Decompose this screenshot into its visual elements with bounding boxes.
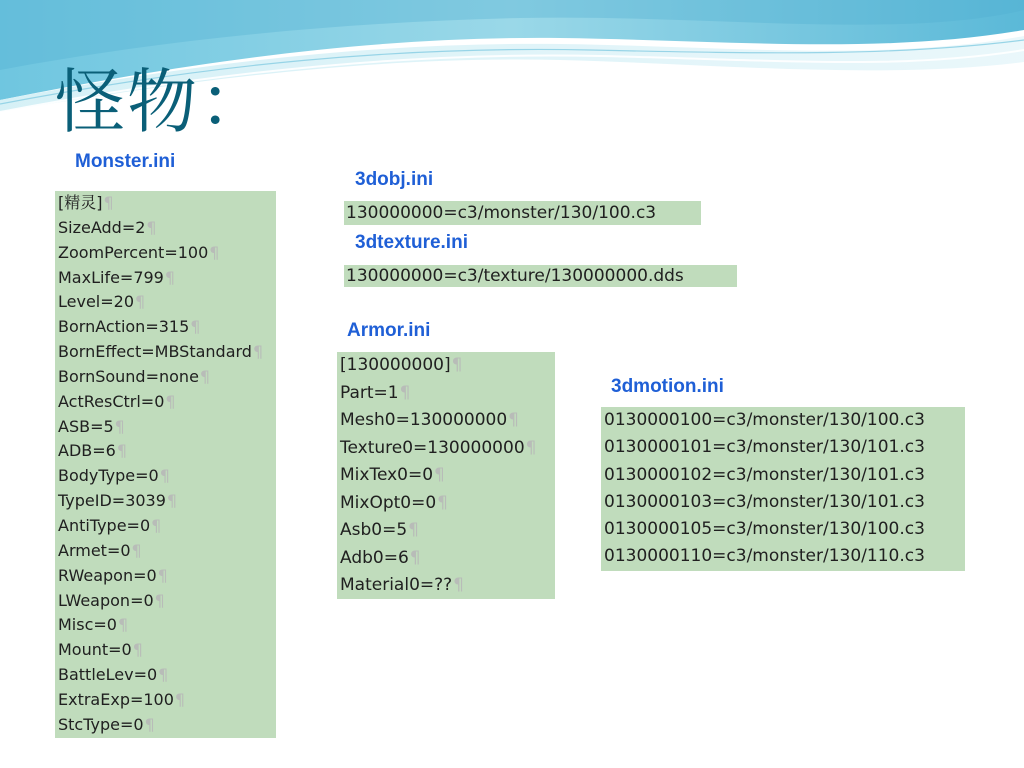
- motion-line: 0130000105=c3/monster/130/100.c3: [604, 519, 925, 540]
- monster-line: SizeAdd=2 ¶: [58, 216, 276, 241]
- 3dobj-ini-line: 130000000=c3/monster/130/100.c3: [344, 201, 701, 225]
- 3dmotion-ini-label: 3dmotion.ini: [611, 376, 724, 397]
- monster-line: LWeapon=0 ¶: [58, 589, 276, 614]
- 3dtexture-ini-line: 130000000=c3/texture/130000000.dds: [344, 265, 737, 287]
- armor-line: MixOpt0=0 ¶: [340, 490, 555, 518]
- 3dobj-ini-label: 3dobj.ini: [355, 169, 434, 190]
- monster-line: ASB=5 ¶: [58, 415, 276, 440]
- motion-line: 0130000100=c3/monster/130/100.c3: [604, 410, 925, 430]
- monster-line: BornAction=315 ¶: [58, 315, 276, 340]
- motion-line: 0130000103=c3/monster/130/101.c3: [604, 491, 925, 512]
- monster-line: TypeID=3039 ¶: [58, 489, 276, 514]
- armor-line: [130000000] ¶: [340, 352, 555, 380]
- monster-line: BattleLev=0 ¶: [58, 663, 276, 688]
- monster-line: ZoomPercent=100 ¶: [58, 241, 276, 266]
- armor-line: Part=1 ¶: [340, 380, 555, 408]
- monster-line: ExtraExp=100 ¶: [58, 688, 276, 713]
- armor-line: MixTex0=0 ¶: [340, 462, 555, 490]
- monster-line: Misc=0 ¶: [58, 613, 276, 638]
- 3dmotion-ini-content: [601, 407, 965, 571]
- monster-ini-label: Monster.ini: [75, 151, 176, 172]
- monster-line: ADB=6 ¶: [58, 439, 276, 464]
- armor-line: Adb0=6 ¶: [340, 545, 555, 573]
- monster-line: Level=20 ¶: [58, 290, 276, 315]
- monster-line: ActResCtrl=0 ¶: [58, 390, 276, 415]
- monster-line: [精灵] ¶: [58, 191, 276, 216]
- monster-line: BornSound=none ¶: [58, 365, 276, 390]
- monster-line: RWeapon=0 ¶: [58, 564, 276, 589]
- armor-line: Material0=?? ¶: [340, 572, 555, 599]
- armor-ini-content: [337, 352, 555, 599]
- motion-line: 0130000102=c3/monster/130/101.c3: [604, 464, 925, 485]
- armor-line: Texture0=130000000 ¶: [340, 435, 555, 463]
- monster-line: BodyType=0 ¶: [58, 464, 276, 489]
- armor-line: Asb0=5 ¶: [340, 517, 555, 545]
- motion-line: 0130000101=c3/monster/130/101.c3: [604, 437, 925, 458]
- monster-line: AntiType=0 ¶: [58, 514, 276, 539]
- monster-line: MaxLife=799 ¶: [58, 266, 276, 291]
- monster-line: StcType=0 ¶: [58, 713, 276, 738]
- armor-line: Mesh0=130000000 ¶: [340, 407, 555, 435]
- motion-line: 0130000110=c3/monster/130/110.c3: [604, 546, 925, 567]
- monster-line: Armet=0 ¶: [58, 539, 276, 564]
- slide-title: 怪物：: [55, 61, 271, 143]
- monster-line: BornEffect=MBStandard ¶: [58, 340, 276, 365]
- 3dtexture-ini-label: 3dtexture.ini: [355, 232, 468, 253]
- monster-ini-content: [55, 191, 276, 738]
- monster-line: Mount=0 ¶: [58, 638, 276, 663]
- armor-ini-label: Armor.ini: [347, 320, 431, 341]
